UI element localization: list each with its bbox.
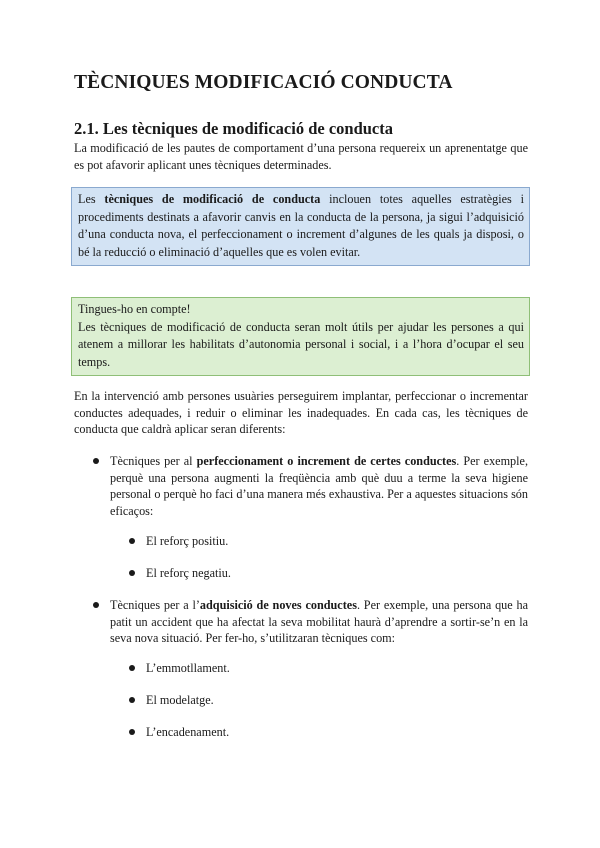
definition-text-before: Les: [78, 192, 105, 206]
sub-list-item: [146, 724, 446, 741]
list-item-term: adquisició de noves conductes: [199, 598, 357, 612]
intro-paragraph: La modificació de les pautes de comportament d’una persona requereix un aprenentatge que es pot afavorir aplicant unes tècniques determinades.: [74, 141, 528, 172]
body-paragraph: En la intervenció amb persones usuàries perseguirem implantar, perfeccionar o incrementar conductes adequades, i reduir o eliminar les inadequades. En cada cas, les tècniques de conducta que caldrà aplicar seran diferents:: [74, 389, 528, 437]
definition-term: tècniques de modificació de conducta: [104, 192, 321, 206]
bullet-icon: [129, 570, 135, 576]
bullet-icon: [129, 665, 135, 671]
bullet-icon: [129, 729, 135, 735]
sub-list-item-text: El modelatge.: [146, 693, 214, 707]
bullet-icon: [93, 458, 99, 464]
note-title: Tingues-ho en compte!: [78, 302, 191, 316]
sub-list-item-text: El reforç negatiu.: [146, 566, 231, 580]
sub-list-item: [146, 660, 446, 677]
definition-box: [71, 187, 530, 266]
list-item-text-after: . Per exemple, perquè una persona augmenti la freqüència amb què duu a terme la seva higiene personal o perquè ho faci d’una manera més exhaustiva. Per a aquestes situacions són eficaços:: [110, 454, 528, 518]
list-item-adquisicio: [110, 597, 528, 647]
note-box: [71, 297, 530, 376]
list-item-term: perfeccionament o increment de certes conductes: [196, 454, 457, 468]
definition-text-after: inclouen totes aquelles estratègies i procediments destinats a afavorir canvis en la conducta de la persona, ja sigui l’adquisició d’una conducta nova, el perfeccionament o increment d’algunes de les quals ja disposi, o bé la reducció o eliminació d’aquelles que es volen evitar.: [78, 192, 524, 259]
note-text: Les tècniques de modificació de conducta seran molt útils per ajudar les persones a qui atenem a millorar les habilitats d’autonomia personal i social, i a l’hora d’ocupar el seu temps.: [78, 319, 524, 369]
page-heading: TÈCNIQUES MODIFICACIÓ CONDUCTA: [74, 72, 453, 93]
sub-list-item-text: El reforç positiu.: [146, 534, 229, 548]
list-item-text-before: Tècniques per a l’: [110, 598, 200, 612]
bullet-icon: [129, 538, 135, 544]
bullet-icon: [129, 697, 135, 703]
sub-list-item-text: L’encadenament.: [146, 725, 230, 739]
sub-list-item-text: L’emmotllament.: [146, 661, 230, 675]
list-item-text-after: . Per exemple, una persona que ha patit un accident que ha afectat la seva mobilitat haurà d’aprendre a sortir-se’n en la seva nova situació. Per fer-ho, s’utilitzaran tècniques com:: [110, 598, 528, 646]
sub-list-item: [146, 565, 446, 582]
sub-list-item: [146, 692, 446, 709]
bullet-icon: [93, 602, 99, 608]
list-item-text-before: Tècniques per al: [110, 454, 197, 468]
list-item-perfeccionament: [110, 453, 528, 519]
section-title: 2.1. Les tècniques de modificació de conducta: [74, 119, 393, 138]
sub-list-item: [146, 533, 446, 550]
